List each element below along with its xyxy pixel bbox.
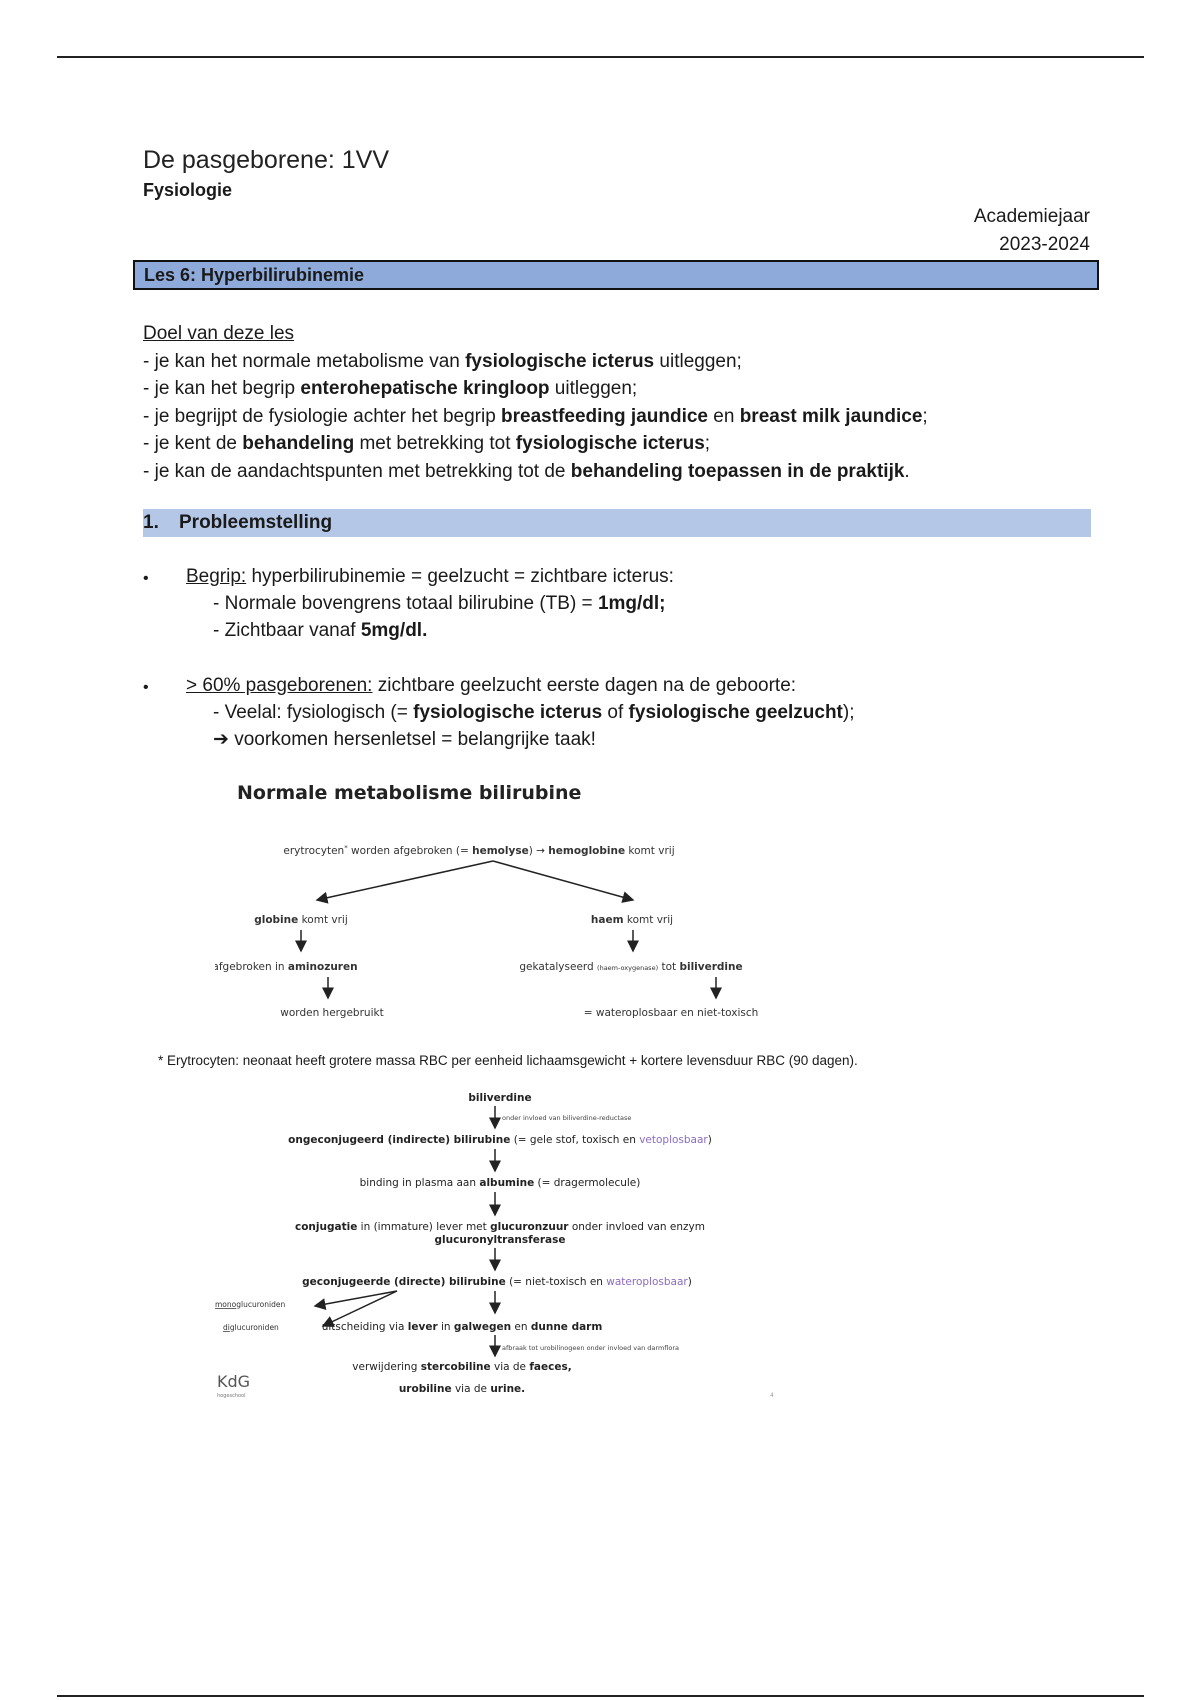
- text-run: conjugatie: [294, 1221, 358, 1233]
- top-rule: [57, 56, 1144, 58]
- text-run: - Normale bovengrens totaal bilirubine (TB) =: [213, 593, 598, 614]
- year-value: 2023-2024: [999, 234, 1090, 255]
- biliverdine-line: [519, 961, 742, 973]
- goal-item: [143, 430, 928, 458]
- text-run: glucuroniden: [229, 1323, 279, 1332]
- text-run: fysiologische icterus: [465, 350, 655, 372]
- text-run: ongeconjugeerd (indirecte) bilirubine: [288, 1134, 511, 1146]
- text-run: uitleggen;: [654, 350, 742, 372]
- text-run: komt vrij: [625, 845, 675, 857]
- text-run: ;: [704, 433, 711, 454]
- text-run: ): [707, 1134, 712, 1146]
- text-run: geconjugeerde (directe) bilirubine: [302, 1276, 506, 1288]
- text-run: breastfeeding jaundice: [501, 405, 708, 427]
- text-run: ) →: [528, 845, 549, 857]
- text-run: mono: [215, 1300, 237, 1309]
- text-run: ➔ voorkomen hersenletsel = belangrijke taak!: [213, 729, 596, 750]
- text-run: via de: [451, 1383, 491, 1395]
- kdg-logo-sub: hogeschool: [217, 1393, 246, 1399]
- text-run: ): [687, 1276, 692, 1288]
- bullet-subline: [186, 590, 674, 617]
- text-run: stercobiline: [420, 1361, 491, 1373]
- text-run: urine.: [490, 1383, 526, 1395]
- text-run: breast milk jaundice: [739, 405, 923, 427]
- biliverdine-step: [468, 1092, 531, 1104]
- learning-goals: [143, 320, 928, 485]
- text-run: (= gele stof, toxisch en: [510, 1134, 640, 1146]
- uitscheiding-step: [322, 1321, 603, 1333]
- stercobiline-step: [352, 1361, 571, 1373]
- text-run: .: [904, 460, 910, 482]
- haem-line: [591, 914, 673, 926]
- bullet-marker: •: [143, 570, 149, 587]
- text-run: 5mg/dl.: [360, 620, 428, 641]
- bottom-rule: [57, 1695, 1144, 1697]
- glucuronyltransferase-step: [435, 1234, 566, 1246]
- year-label: Academiejaar: [973, 206, 1090, 227]
- text-run: dunne darm: [530, 1321, 603, 1333]
- diglucuroniden: [223, 1323, 279, 1332]
- bullet-subline: [186, 726, 854, 753]
- bullet-line: [186, 672, 854, 699]
- page-title: De pasgeborene: 1VV: [143, 146, 390, 174]
- text-run: erytrocyten: [283, 845, 345, 857]
- text-run: (= niet-toxisch en: [505, 1276, 607, 1288]
- wateroplosbaar-line: [584, 1007, 759, 1019]
- text-run: haem: [590, 914, 624, 926]
- section-title: Probleemstelling: [179, 512, 333, 533]
- text-run: tot: [658, 961, 680, 973]
- text-run: afgebroken in: [215, 961, 288, 973]
- footnote: * Erytrocyten: neonaat heeft grotere massa RBC per eenheid lichaamsgewicht + kortere levensduur RBC (90 dagen).: [158, 1053, 858, 1068]
- text-run: hemoglobine: [548, 845, 626, 857]
- text-run: of: [602, 702, 629, 723]
- text-run: via de: [490, 1361, 530, 1373]
- text-run: = wateroplosbaar en niet-toxisch: [583, 1007, 759, 1019]
- text-run: - Zichtbaar vanaf: [213, 620, 361, 641]
- reductase-note: onder invloed van biliverdine-reductase: [502, 1114, 632, 1122]
- geconjugeerd-step: [302, 1276, 692, 1288]
- monoglucuroniden: [215, 1300, 285, 1309]
- text-run: glucuronzuur: [490, 1221, 569, 1233]
- section-header: [143, 509, 1091, 537]
- bullet-begrip: [186, 563, 674, 644]
- bullet-marker: •: [143, 679, 149, 696]
- text-run: - je kan het begrip: [143, 378, 301, 399]
- text-run: worden afgebroken (=: [347, 845, 473, 857]
- text-run: lever: [407, 1321, 438, 1333]
- text-run: verwijdering: [352, 1361, 421, 1373]
- text-run: faeces,: [529, 1361, 572, 1373]
- text-run: *: [344, 844, 348, 852]
- text-run: met betrekking tot: [354, 433, 516, 454]
- text-run: gekatalyseerd: [519, 961, 598, 973]
- afbraak-note: afbraak tot urobilinogeen onder invloed van darmflora: [502, 1344, 680, 1352]
- text-run: biliverdine: [679, 961, 743, 973]
- text-run: > 60% pasgeborenen:: [186, 675, 373, 696]
- albumine-step: [360, 1177, 641, 1189]
- slide-page-mark: 4: [770, 1392, 774, 1399]
- metabolism-figure: [215, 775, 795, 1025]
- text-run: glucuroniden: [236, 1300, 286, 1309]
- text-run: albumine: [479, 1177, 535, 1189]
- text-run: urobiline: [398, 1383, 452, 1395]
- mono-arrow: [315, 1291, 397, 1306]
- text-run: );: [842, 702, 855, 723]
- conjugation-diagram: [215, 1085, 795, 1405]
- text-run: binding in plasma aan: [359, 1177, 480, 1189]
- text-run: - je begrijpt de fysiologie achter het begrip: [143, 405, 502, 427]
- text-run: di: [223, 1323, 230, 1332]
- text-run: enterohepatische kringloop: [300, 378, 550, 399]
- text-run: vetoplosbaar: [639, 1134, 708, 1146]
- text-run: - je kan de aandachtspunten met betrekking tot de: [143, 460, 571, 482]
- text-run: uitscheiding via: [321, 1321, 408, 1333]
- goal-item: [143, 375, 928, 403]
- text-run: glucuronyltransferase: [434, 1234, 566, 1246]
- lesson-title-box: Les 6: Hyperbilirubinemie: [133, 260, 1099, 290]
- conjugation-figure: [215, 1085, 795, 1405]
- text-run: - je kent de: [143, 433, 243, 454]
- text-run: Begrip:: [186, 566, 247, 587]
- bullet-subline: [186, 699, 854, 726]
- text-run: - Veelal: fysiologisch (=: [213, 702, 414, 723]
- text-run: ;: [922, 405, 928, 427]
- aminozuren-line: [215, 961, 358, 973]
- text-run: in (immature) lever met: [357, 1221, 491, 1233]
- section-number: 1.: [143, 512, 159, 533]
- bullet-pasgeborenen: [186, 672, 854, 753]
- text-run: behandeling toepassen in de praktijk: [570, 460, 905, 482]
- text-run: globine: [254, 914, 299, 926]
- split-arrow-left: [317, 861, 493, 900]
- text-run: hemolyse: [472, 845, 529, 857]
- hemolysis-line: [283, 844, 674, 857]
- text-run: (= dragermolecule): [534, 1177, 641, 1189]
- text-run: en: [708, 405, 740, 427]
- text-run: 1mg/dl;: [597, 593, 666, 614]
- text-run: (haem-oxygenase): [597, 964, 659, 972]
- goal-item: [143, 348, 928, 376]
- text-run: en: [511, 1321, 531, 1333]
- text-run: in: [437, 1321, 454, 1333]
- text-run: onder invloed van enzym: [568, 1221, 706, 1233]
- text-run: fysiologische icterus: [413, 702, 603, 723]
- text-run: komt vrij: [298, 914, 348, 926]
- goals-heading: Doel van deze les: [143, 323, 295, 344]
- text-run: fysiologische geelzucht: [628, 702, 843, 723]
- ongeconjugeerd-step: [288, 1134, 712, 1146]
- urobiline-step: [399, 1383, 525, 1395]
- globine-line: [254, 914, 348, 926]
- goal-item: [143, 403, 928, 431]
- hergebruikt-line: [280, 1007, 383, 1019]
- goal-item: [143, 458, 928, 486]
- bullet-line: [186, 563, 674, 590]
- text-run: fysiologische icterus: [515, 433, 705, 454]
- text-run: uitleggen;: [549, 378, 638, 399]
- text-run: - je kan het normale metabolisme van: [143, 350, 466, 372]
- kdg-logo: KdG: [217, 1372, 251, 1391]
- bullet-subline: [186, 617, 674, 644]
- text-run: komt vrij: [623, 914, 674, 926]
- metabolism-diagram: [215, 775, 795, 1025]
- text-run: behandeling: [242, 433, 355, 454]
- figure-title: Normale metabolisme bilirubine: [237, 782, 582, 804]
- text-run: biliverdine: [468, 1092, 532, 1104]
- text-run: galwegen: [453, 1321, 512, 1333]
- text-run: wateroplosbaar: [606, 1276, 688, 1288]
- text-run: worden hergebruikt: [280, 1007, 384, 1019]
- text-run: hyperbilirubinemie = geelzucht = zichtbare icterus:: [246, 566, 674, 587]
- split-arrow-right: [493, 861, 633, 900]
- page-subtitle: Fysiologie: [143, 180, 233, 200]
- text-run: aminozuren: [287, 961, 358, 973]
- text-run: zichtbare geelzucht eerste dagen na de geboorte:: [372, 675, 797, 696]
- conjugatie-step: [295, 1221, 705, 1233]
